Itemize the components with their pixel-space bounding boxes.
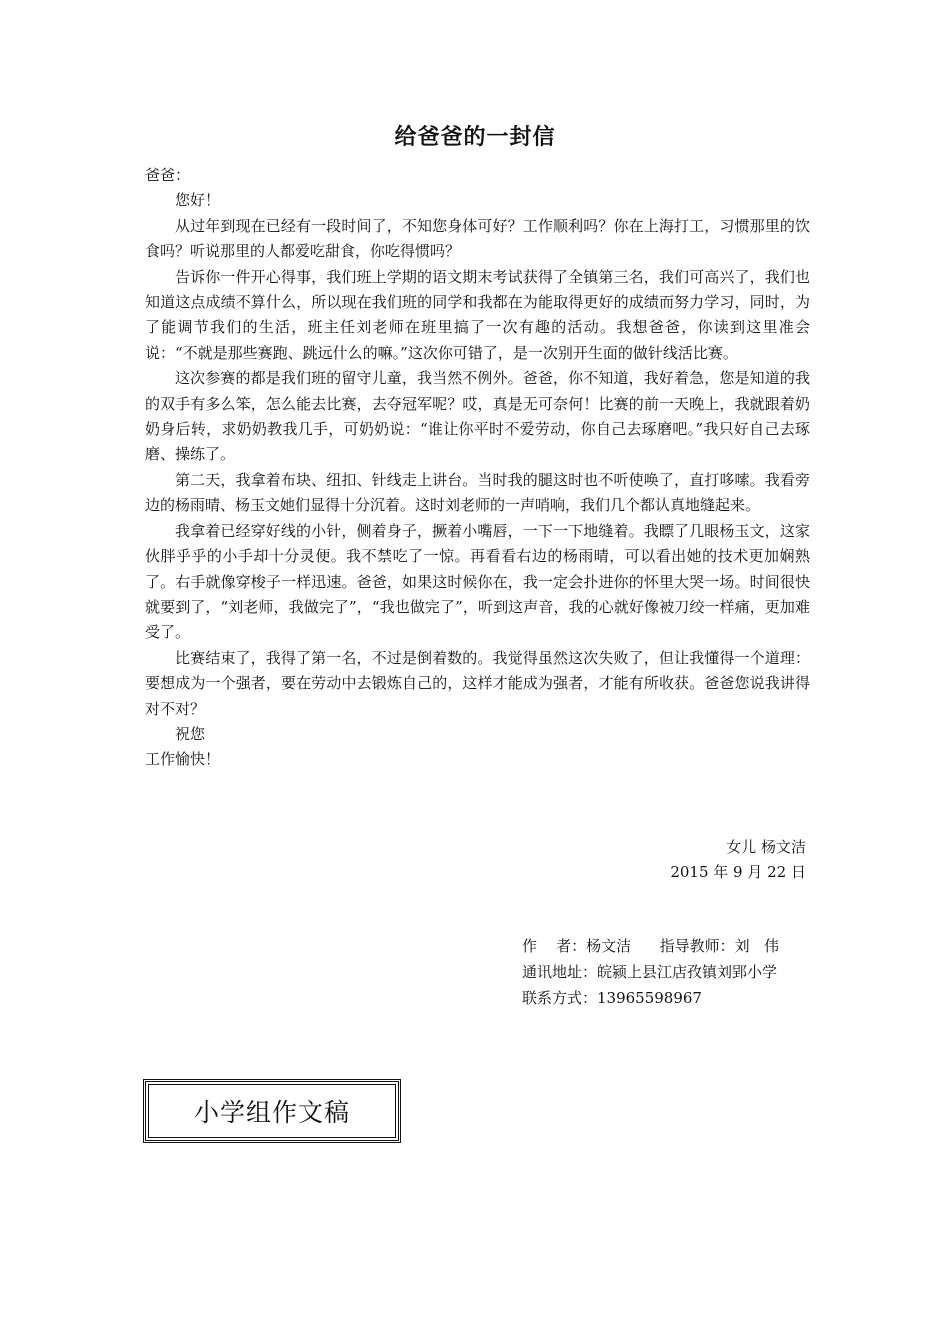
greeting: 您好！ xyxy=(175,191,221,210)
closing-wish: 祝您 xyxy=(175,724,206,743)
signature-block xyxy=(670,835,806,885)
author-info xyxy=(522,933,779,1011)
category-label: 小学组作文稿 xyxy=(148,1084,396,1138)
author-line: 作 者：杨文洁 指导教师：刘 伟 xyxy=(522,937,779,955)
paragraph: 我拿着已经穿好线的小针，侧着身子，撅着小嘴唇，一下一下地缝着。我瞟了几眼杨玉文，这家伙胖乎乎的小手却十分灵便。我不禁吃了一惊。再看看右边的杨雨晴，可以看出她的技术更加娴熟了。右手就像穿梭子一样迅速。爸爸，如果这时候你在，我一定会扑进你的怀里大哭一场。时间很快就要到了，“刘老师，我做完了”，“我也做完了”，听到这声音，我的心就好像被刀绞一样痛，更加难受了。 xyxy=(145,521,810,642)
letter-date: 2015 年 9 月 22 日 xyxy=(670,863,806,881)
contact-line: 联系方式：13965598967 xyxy=(522,989,702,1007)
address-line: 通讯地址：皖颍上县江店孜镇刘郢小学 xyxy=(522,963,778,981)
paragraph: 第二天，我拿着布块、纽扣、针线走上讲台。当时我的腿这时也不听使唤了，直打哆嗦。我看旁边的杨雨晴、杨玉文她们显得十分沉着。这时刘老师的一声哨响，我们几个都认真地缝起来。 xyxy=(145,470,810,515)
paragraph: 告诉你一件开心得事，我们班上学期的语文期末考试获得了全镇第三名，我们可高兴了，我们也知道这点成绩不算什么，所以现在我们班的同学和我都在为能取得更好的成绩而努力学习，同时，为了能调节我们的生活，班主任刘老师在班里搞了一次有趣的活动。我想爸爸，你读到这里准会说：“不就是那些赛跑、跳远什么的嘛。”这次你可错了，是一次别开生面的做针线活比赛。 xyxy=(145,267,810,362)
closing-blessing: 工作愉快！ xyxy=(145,750,221,769)
paragraph: 从过年到现在已经有一段时间了，不知您身体可好？工作顺利吗？你在上海打工，习惯那里的饮食吗？听说那里的人都爱吃甜食，你吃得惯吗？ xyxy=(145,216,810,261)
paragraph: 比赛结束了，我得了第一名，不过是倒着数的。我觉得虽然这次失败了，但让我懂得一个道理：要想成为一个强者，要在劳动中去锻炼自己的，这样才能成为强者，才能有所收获。爸爸您说我讲得对不对？ xyxy=(145,648,810,718)
letter-body xyxy=(145,163,810,773)
letter-title: 给爸爸的一封信 xyxy=(394,125,556,150)
salutation: 爸爸： xyxy=(145,166,191,184)
paragraph: 这次参赛的都是我们班的留守儿童，我当然不例外。爸爸，你不知道，我好着急，您是知道的我的双手有多么笨，怎么能去比赛，去夺冠军呢？哎，真是无可奈何！比赛的前一天晚上，我就跟着奶奶身后转，求奶奶教我几手，可奶奶说：“谁让你平时不爱劳动，你自己去琢磨吧。”我只好自己去琢磨、操练了。 xyxy=(145,369,810,464)
category-box xyxy=(143,1079,401,1143)
signature: 女儿 杨文洁 xyxy=(726,838,806,856)
